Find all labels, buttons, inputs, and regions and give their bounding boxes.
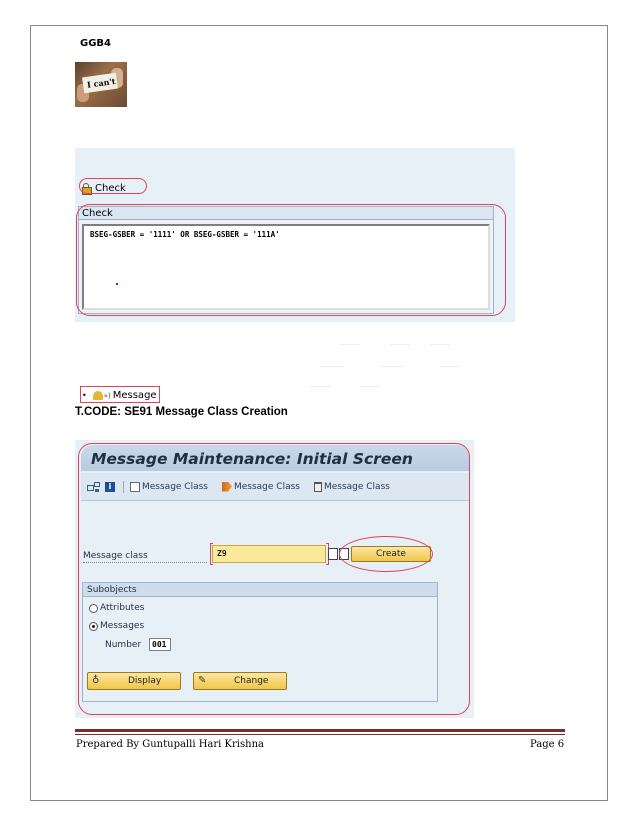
rename-message-class-label: Message Class (233, 481, 300, 492)
sound-waves-icon: ») (103, 391, 111, 400)
create-button[interactable]: Create (351, 546, 431, 562)
bullet-icon: • (82, 391, 87, 400)
sap-screen-title: Message Maintenance: Initial Screen (81, 445, 469, 471)
number-value: 001 (152, 640, 167, 649)
thumbnail-caption: I can't (82, 73, 118, 94)
check-condition-text: BSEG-GSBER = '1111' OR BSEG-GSBER = '111A' (90, 230, 280, 239)
subobjects-title: Subobjects (83, 583, 437, 597)
check-annotation-oval (79, 178, 147, 194)
se91-annotation-oval (78, 443, 470, 715)
messages-label: Messages (100, 621, 145, 631)
thumbnail-image (75, 62, 127, 107)
footer-rule-thick (75, 729, 565, 732)
check-screenshot (75, 148, 515, 322)
change-label: Change (234, 676, 269, 686)
section-title: T.CODE: SE91 Message Class Creation (75, 406, 288, 418)
document-header: GGB4 (80, 38, 111, 49)
pencil-icon: ✎ (198, 675, 207, 686)
footer-page-number: Page 6 (530, 739, 565, 750)
message-class-label: Message class (83, 551, 148, 561)
footer-rule-thin (75, 734, 565, 735)
check-group-title: Check (79, 207, 493, 220)
check-button-label: Check (95, 182, 126, 194)
copy-message-class-label: Message Class (142, 481, 208, 492)
attributes-label: Attributes (100, 603, 145, 613)
red-dot-marker (116, 283, 118, 285)
number-label: Number (105, 640, 142, 650)
info-icon[interactable]: i (105, 482, 115, 492)
glasses-icon: ♁ (92, 675, 100, 686)
check-group-annotation-oval (76, 204, 506, 316)
display-label: Display (128, 676, 162, 686)
message-button-label: Message (112, 390, 157, 401)
message-class-value: Z9 (217, 549, 227, 558)
faint-background-lines (300, 336, 480, 406)
footer-author: Prepared By Guntupalli Hari Krishna (76, 739, 264, 750)
se91-screenshot (75, 440, 474, 718)
delete-message-class-label: Message Class (323, 481, 390, 492)
message-annotation-rect (80, 386, 160, 403)
